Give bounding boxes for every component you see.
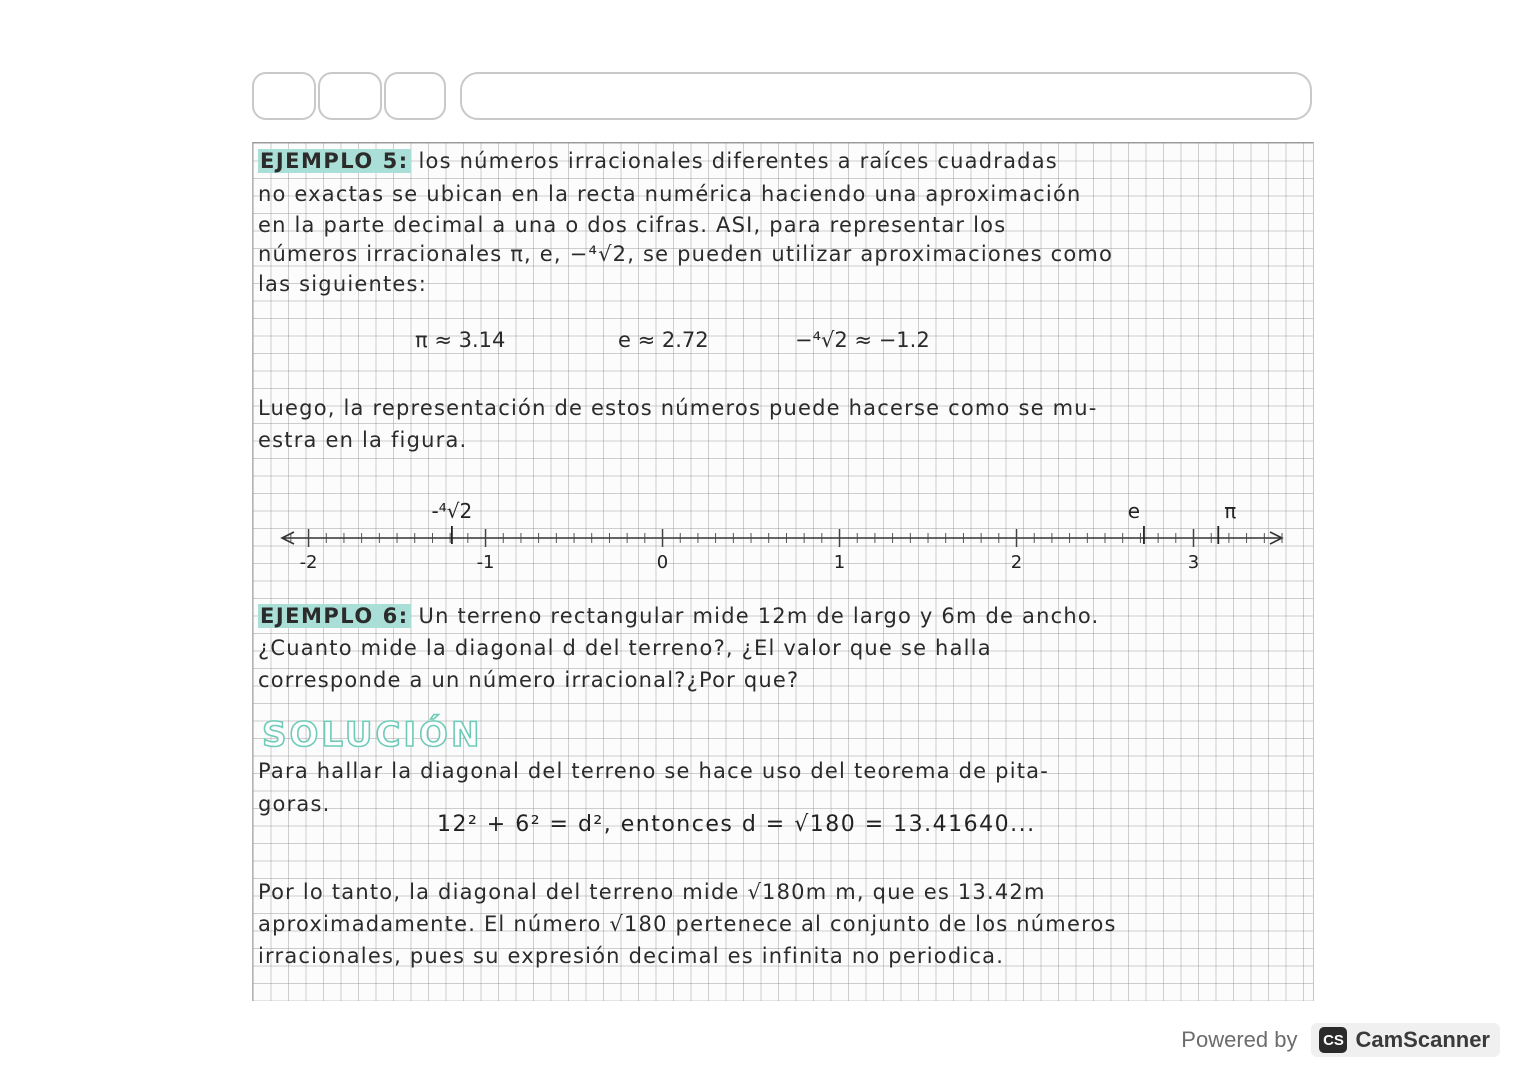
ejemplo5-text-1: los números irracionales diferentes a raíces cuadradas [418,149,1058,173]
ejemplo6-line-2: ¿Cuanto mide la diagonal d del terreno?, ¿El valor que se halla [258,636,992,660]
tick-label: -2 [299,552,318,573]
ejemplo5-line-3: en la parte decimal a una o dos cifras. ASI, para representar los [258,213,1007,237]
ejemplo5-heading: EJEMPLO 5: [260,149,409,173]
powered-by-text: Powered by [1181,1027,1298,1052]
ejemplo5-line-4: números irracionales π, e, −⁴√2, se pueden utilizar aproximaciones como [258,242,1114,266]
solucion-title: SOLUCIÓN [262,715,483,755]
ejemplo5-line-2: no exactas se ubican en la recta numérica haciendo una aproximación [258,182,1082,206]
tick-label: 1 [833,552,846,573]
mark-label: -⁴√2 [431,499,473,523]
camscanner-brand-name: CamScanner [1355,1027,1490,1052]
camscanner-logo [1311,1023,1500,1057]
tick-label: 0 [656,552,669,573]
date-box-year [384,72,446,120]
ejemplo6-heading: EJEMPLO 6: [260,604,409,628]
tick-label: 2 [1010,552,1023,573]
number-line-figure [262,488,1302,578]
ejemplo6-text-1: Un terreno rectangular mide 12m de largo y 6m de ancho. [418,604,1100,628]
date-box-day [252,72,316,120]
tick-label: 3 [1187,552,1200,573]
approximations-row [250,328,1310,362]
camscanner-watermark [1181,1018,1500,1062]
ejemplo6-line-3: corresponde a un número irracional?¿Por que? [258,668,800,692]
notebook-header-boxes [252,72,1314,120]
conclusion-line-2: aproximadamente. El número √180 pertenece al conjunto de los números [258,912,1117,936]
mark-label: e [1127,499,1141,523]
mark-label: π [1224,499,1237,523]
pythagoras-formula: 12² + 6² = d², entonces d = √180 = 13.41640... [437,812,1036,837]
root-approximation: −⁴√2 ≈ −1.2 [795,328,930,352]
title-box [460,72,1312,120]
e-approximation: e ≈ 2.72 [618,328,709,352]
cs-logo-icon: CS [1319,1027,1347,1053]
ejemplo5-line-1 [258,145,1313,178]
pi-approximation: π ≈ 3.14 [415,328,506,352]
luego-line-1: Luego, la representación de estos números puede hacerse como se mu- [258,396,1098,420]
solucion-intro-line-2: goras. [258,792,331,816]
ejemplo6-line-1 [258,600,1313,633]
ejemplo5-line-5: las siguientes: [258,272,427,296]
conclusion-line-3: irracionales, pues su expresión decimal es infinita no periodica. [258,944,1005,968]
solucion-intro-line-1: Para hallar la diagonal del terreno se hace uso del teorema de pita- [258,759,1050,783]
luego-line-2: estra en la figura. [258,428,468,452]
date-box-month [318,72,382,120]
tick-label: -1 [476,552,495,573]
conclusion-line-1: Por lo tanto, la diagonal del terreno mide √180m m, que es 13.42m [258,880,1046,904]
